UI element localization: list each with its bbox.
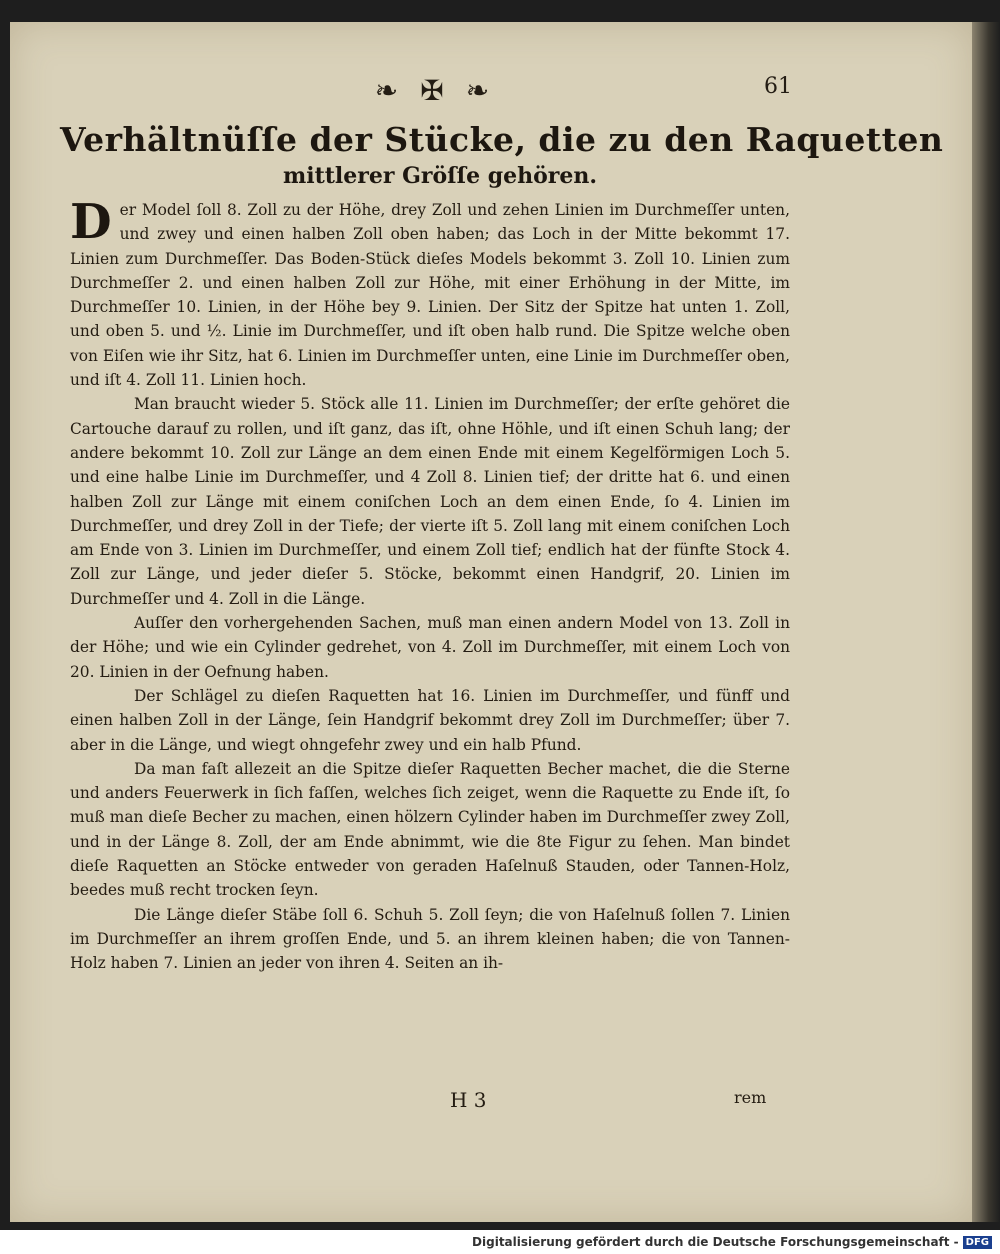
page-subtitle: mittlerer Gröſſe gehören.: [282, 163, 598, 189]
paragraph: Auſſer den vorhergehenden Sachen, muß man einen andern Model von 13. Zoll in der Höhe; und wie ein Cylinder gedrehet, von 4. Zoll im Durchmeſſer, mit einem Loch von 20. Linien in der Oefnung haben.: [70, 614, 790, 681]
ornament-center-icon: ✠: [420, 73, 444, 107]
paragraph: Die Länge dieſer Stäbe ſoll 6. Schuh 5. Zoll ſeyn; die von Haſelnuß ſollen 7. Linien im Durchmeſſer an ihrem groſſen Ende, und 5. an ihrem kleinen haben; die von Tannen-Holz haben 7. Linien an jeder von ihren 4. Seiten an ih-: [70, 905, 790, 973]
catchword: rem: [734, 1088, 767, 1107]
paragraph: Man braucht wieder 5. Stöck alle 11. Linien im Durchmeſſer; der erſte gehöret die Cartouche darauf zu rollen, und iſt ganz, das iſt, ohne Höhle, und iſt einen Schuh lang; der andere bekommt 10. Zoll zur Länge an dem einen Ende mit einem Kegelförmigen Loch 5. und eine halbe Linie im Durchmeſſer, und 4 Zoll 8. Linien tief; der dritte hat 6. und einen halben Zoll zur Länge mit einem coniſchen Loch an dem einen Ende, ſo 4. Linien im Durchmeſſer, und drey Zoll in der Tiefe; der vierte iſt 5. Zoll lang mit einem coniſchen Loch am Ende von 3. Linien im Durchmeſſer, und einem Zoll tief; endlich hat der fünfte Stock 4. Zoll zur Länge, und jeder dieſer 5. Stöcke, bekommt einen Handgrif, 20. Linien im Durchmeſſer und 4. Zoll in die Länge.: [70, 395, 790, 608]
footer-bar: [0, 1230, 1000, 1254]
body-text: [70, 194, 790, 976]
paragraph-text: er Model ſoll 8. Zoll zu der Höhe, drey Zoll und zehen Linien im Durchmeſſer unten, und zwey und einen halben Zoll oben haben; das Loch in der Mitte bekommt 17. Linien zum Durchmeſſer. Das Boden-Stück dieſes Models bekommt 3. Zoll 10. Linien zum Durchmeſſer 2. und einen halben Zoll zur Höhe, mit einer Erhöhung in der Mitte, im Durchmeſſer 10. Linien, in der Höhe bey 9. Linien. Der Sitz der Spitze hat unten 1. Zoll, und oben 5. und ½. Linie im Durchmeſſer, und iſt oben halb rund. Die Spitze welche oben von Eiſen wie ihr Sitz, hat 6. Linien im Durchmeſſer unten, eine Linie im Durchmeſſer oben, und iſt 4. Zoll 11. Linien hoch.: [70, 201, 790, 390]
drop-cap: D: [70, 194, 112, 250]
signature-mark: H 3: [450, 1088, 487, 1112]
page-number: 61: [764, 74, 792, 99]
footer-credit: Digitalisierung gefördert durch die Deutsche Forschungsgemeinschaft -: [472, 1235, 959, 1249]
dfg-logo-icon[interactable]: DFG: [963, 1236, 992, 1249]
paragraph: [70, 194, 790, 392]
header-ornament: [362, 70, 502, 110]
page-edge: [972, 22, 1000, 1222]
ornament-left-icon: ❧: [374, 73, 399, 107]
paragraph: Der Schlägel zu dieſen Raquetten hat 16. Linien im Durchmeſſer, und fünff und einen halben Zoll in der Länge, ſein Handgrif bekommt drey Zoll im Durchmeſſer; über 7. aber in die Länge, und wiegt ohngefehr zwey und ein halb Pfund.: [70, 686, 790, 754]
page-title: Verhältnüſſe der Stücke, die zu den Raquetten: [60, 120, 944, 159]
ornament-right-icon: ❧: [465, 73, 490, 107]
paragraph: Da man faſt allezeit an die Spitze dieſer Raquetten Becher machet, die die Sterne und anders Feuerwerk in ſich faſſen, welches ſich zeiget, wenn die Raquette zu Ende iſt, ſo muß man dieſe Becher zu machen, einen hölzern Cylinder haben im Durchmeſſer zwey Zoll, und in der Länge 8. Zoll, der am Ende abnimmt, wie die 8te Figur zu ſehen. Man bindet dieſe Raquetten an Stöcke entweder von geraden Haſelnuß Stauden, oder Tannen-Holz, beedes muß recht trocken ſeyn.: [70, 759, 790, 900]
